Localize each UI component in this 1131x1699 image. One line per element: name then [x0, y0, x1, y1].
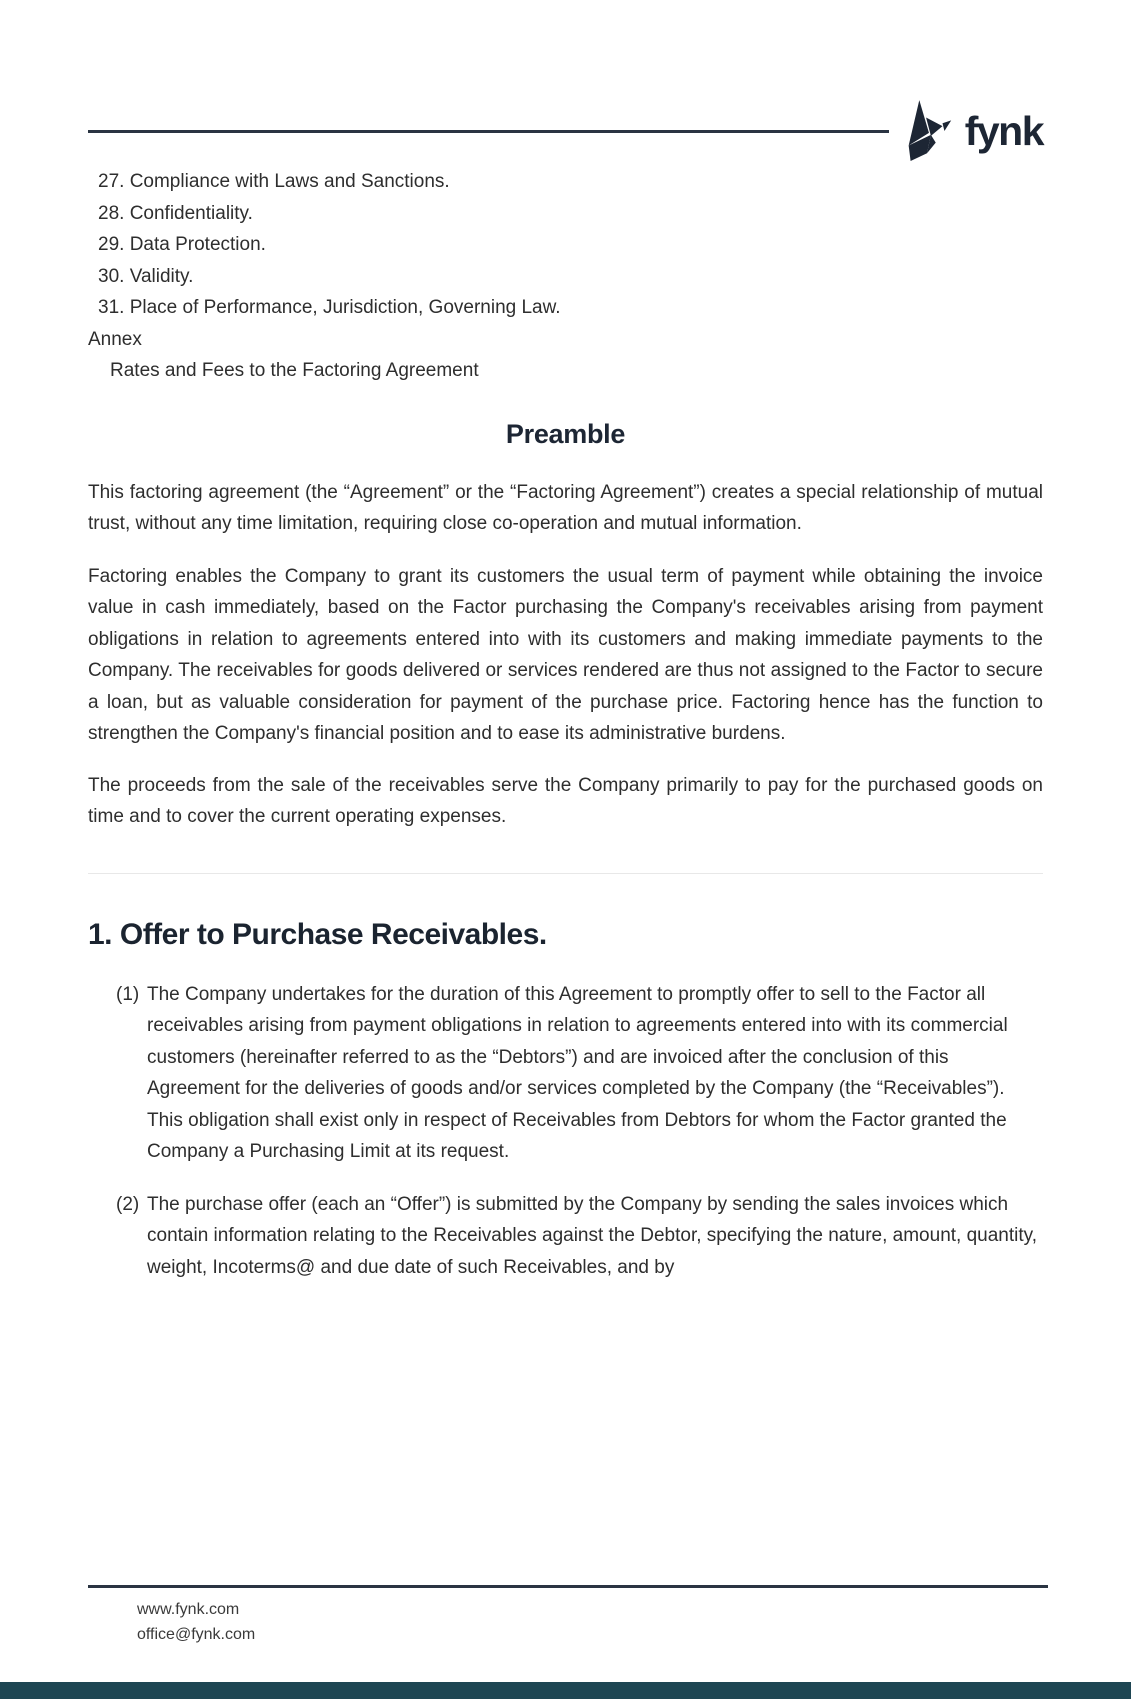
- document-page: [0, 99, 1131, 1699]
- page-header: [88, 99, 1043, 163]
- clause-marker: (2): [116, 1193, 140, 1215]
- origami-bird-icon: [899, 100, 957, 162]
- fynk-logo: [899, 100, 1043, 162]
- preamble-paragraph: Factoring enables the Company to grant its customers the usual term of payment while obtaining the invoice value in cash immediately, based on the Factor purchasing the Company's receivables arising from payment obligations in relation to agreements entered into with its customers and making immediate payments to the Company. The receivables for goods delivered or services rendered are thus not assigned to the Factor to secure a loan, but as valuable consideration for payment of the purchase price. Factoring hence has the function to strengthen the Company's financial position and to ease its administrative burdens.: [88, 565, 1043, 744]
- table-of-contents: [88, 166, 1043, 387]
- website-link[interactable]: www.fynk.com: [137, 1601, 240, 1618]
- toc-item: 31. Place of Performance, Jurisdiction, Governing Law.: [98, 297, 561, 318]
- section-1-heading: 1. Offer to Purchase Receivables.: [88, 917, 547, 951]
- clause-text: The Company undertakes for the duration of this Agreement to promptly offer to sell to the Factor all receivables arising from payment obligations in relation to agreements entered into with its commercial customers (hereinafter referred to as the “Debtors”) and are invoiced after the conclusion of this Agreement for the deliveries of goods and/or services completed by the Company (the “Receivables”). This obligation shall exist only in respect of Receivables from Debtors for whom the Factor granted the Company a Purchasing Limit at its request.: [147, 983, 1008, 1162]
- page-footer: [88, 1585, 1048, 1647]
- preamble-paragraph: The proceeds from the sale of the receivables serve the Company primarily to pay for the purchased goods on time and to cover the current operating expenses.: [88, 774, 1043, 827]
- section-divider: [88, 873, 1043, 874]
- clause-item: [88, 1189, 1043, 1284]
- toc-item: 29. Data Protection.: [98, 234, 266, 255]
- header-rule: [88, 130, 889, 133]
- toc-item: 27. Compliance with Laws and Sanctions.: [98, 171, 450, 192]
- toc-item: 30. Validity.: [98, 265, 194, 287]
- clause-item: [88, 979, 1043, 1168]
- logo-wordmark: fynk: [964, 107, 1043, 154]
- toc-annex-label: Annex: [88, 328, 142, 350]
- toc-annex-item: Rates and Fees to the Factoring Agreement: [110, 360, 479, 381]
- toc-item: 28. Confidentiality.: [98, 202, 253, 224]
- bottom-teal-band: [0, 1682, 1131, 1699]
- preamble-heading: Preamble: [505, 418, 626, 449]
- preamble-paragraph: This factoring agreement (the “Agreement” or the “Factoring Agreement”) creates a special relationship of mutual trust, without any time limitation, requiring close co-operation and mutual information.: [88, 481, 1043, 534]
- footer-rule: [88, 1585, 1048, 1588]
- clause-marker: (1): [116, 983, 140, 1005]
- email-link[interactable]: office@fynk.com: [137, 1626, 256, 1643]
- clause-text: The purchase offer (each an “Offer”) is submitted by the Company by sending the sales invoices which contain information relating to the Receivables against the Debtor, specifying the nature, amount, quantity, weight, Incoterms@ and due date of such Receivables, and by: [147, 1193, 1038, 1278]
